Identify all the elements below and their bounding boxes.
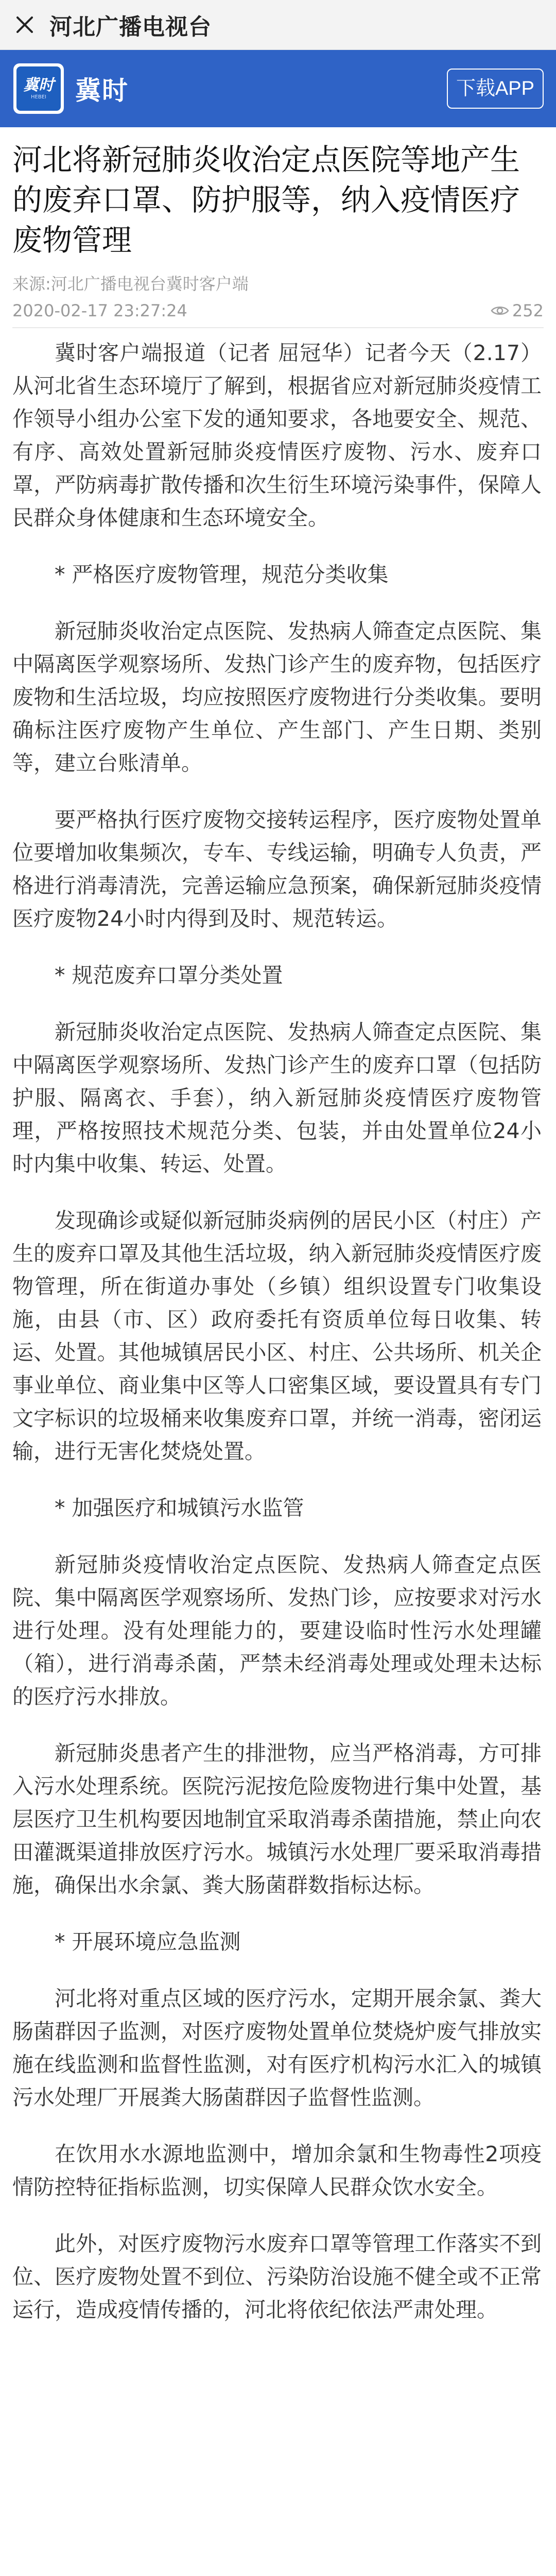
- view-count: [491, 300, 544, 321]
- section-heading: * 严格医疗废物管理，规范分类收集: [55, 562, 389, 587]
- paragraph: 发现确诊或疑似新冠肺炎病例的居民小区（村庄）产生的废弃口罩及其他生活垃圾，纳入新冠肺炎疫情医疗废物管理，所在街道办事处（乡镇）组织设置专门收集设施，由县（市、区）政府委托有资质单位每日收集、转运、处置。其他城镇居民小区、村庄、公共场所、机关企事业单位、商业集中区等人口密集区域，要设置具有专门文字标识的垃圾桶来收集废弃口罩，并统一消毒，密闭运输，进行无害化焚烧处置。: [12, 1208, 542, 1464]
- paragraph: 此外，对医疗废物污水废弃口罩等管理工作落实不到位、医疗废物处置不到位、污染防治设施不健全或不正常运行，造成疫情传播的，河北将依纪依法严肃处理。: [12, 2231, 542, 2322]
- section-heading: * 规范废弃口罩分类处置: [55, 963, 283, 988]
- paragraph: 冀时客户端报道（记者 屈冠华）记者今天（2.17）从河北省生态环境厅了解到，根据省应对新冠肺炎疫情工作领导小组办公室下发的通知要求，各地要安全、规范、有序、高效处置新冠肺炎疫情医疗废物、污水、废弃口罩，严防病毒扩散传播和次生衍生环境污染事件，保障人民群众身体健康和生态环境安全。: [12, 341, 542, 530]
- logo-text: 冀时: [23, 76, 54, 94]
- logo-subtext: HEBEI: [31, 94, 46, 100]
- browser-top-bar: [0, 0, 556, 50]
- paragraph: 新冠肺炎疫情收治定点医院、发热病人筛查定点医院、集中隔离医学观察场所、发热门诊，应按要求对污水进行处理。没有处理能力的，要建设临时性污水处理罐（箱），进行消毒杀菌，严禁未经消毒处理或处理未达标的医疗污水排放。: [12, 1552, 542, 1709]
- view-count-value: 252: [512, 301, 544, 320]
- download-app-button[interactable]: 下载APP: [447, 69, 544, 109]
- section-heading: * 开展环境应急监测: [55, 1929, 241, 1954]
- app-banner: [0, 50, 556, 127]
- paragraph: 新冠肺炎收治定点医院、发热病人筛查定点医院、集中隔离医学观察场所、发热门诊产生的废弃物，包括医疗废物和生活垃圾，均应按照医疗废物进行分类收集。要明确标注医疗废物产生单位、产生部门、产生日期、类别等，建立台账清单。: [12, 619, 542, 775]
- section-heading: * 加强医疗和城镇污水监管: [55, 1496, 304, 1520]
- paragraph: 河北将对重点区域的医疗污水，定期开展余氯、粪大肠菌群因子监测，对医疗废物处置单位焚烧炉废气排放实施在线监测和监督性监测，对有医疗机构污水汇入的城镇污水处理厂开展粪大肠菌群因子监督性监测。: [12, 1986, 542, 2110]
- article: [0, 140, 556, 2326]
- app-name: 冀时: [75, 76, 129, 106]
- page-title: 河北广播电视台: [49, 14, 212, 40]
- paragraph: 新冠肺炎收治定点医院、发热病人筛查定点医院、集中隔离医学观察场所、发热门诊产生的废弃口罩（包括防护服、隔离衣、手套），纳入新冠肺炎疫情医疗废物管理，严格按照技术规范分类、包装，并由处置单位24小时内集中收集、转运、处置。: [12, 1020, 542, 1176]
- eye-icon: [491, 304, 509, 317]
- close-icon[interactable]: [0, 0, 49, 49]
- paragraph: 要严格执行医疗废物交接转运程序，医疗废物处置单位要增加收集频次，专车、专线运输，明确专人负责，严格进行消毒清洗，完善运输应急预案，确保新冠肺炎疫情医疗废物24小时内得到及时、规范转运。: [12, 807, 542, 931]
- article-date: 2020-02-17 23:27:24: [12, 301, 187, 320]
- paragraph: 在饮用水水源地监测中，增加余氯和生物毒性2项疫情防控特征指标监测，切实保障人民群众饮水安全。: [12, 2142, 542, 2199]
- paragraph: 新冠肺炎患者产生的排泄物，应当严格消毒，方可排入污水处理系统。医院污泥按危险废物进行集中处置，基层医疗卫生机构要因地制宜采取消毒杀菌措施，禁止向农田灌溉渠道排放医疗污水。城镇污水处理厂要采取消毒措施，确保出水余氯、粪大肠菌群数指标达标。: [12, 1741, 542, 1897]
- article-title: 河北将新冠肺炎收治定点医院等地产生的废弃口罩、防护服等，纳入疫情医疗废物管理: [12, 142, 520, 258]
- article-source: 来源:河北广播电视台冀时客户端: [12, 274, 249, 294]
- article-body: [12, 328, 544, 2326]
- article-meta: [12, 300, 544, 321]
- app-logo: [13, 63, 64, 114]
